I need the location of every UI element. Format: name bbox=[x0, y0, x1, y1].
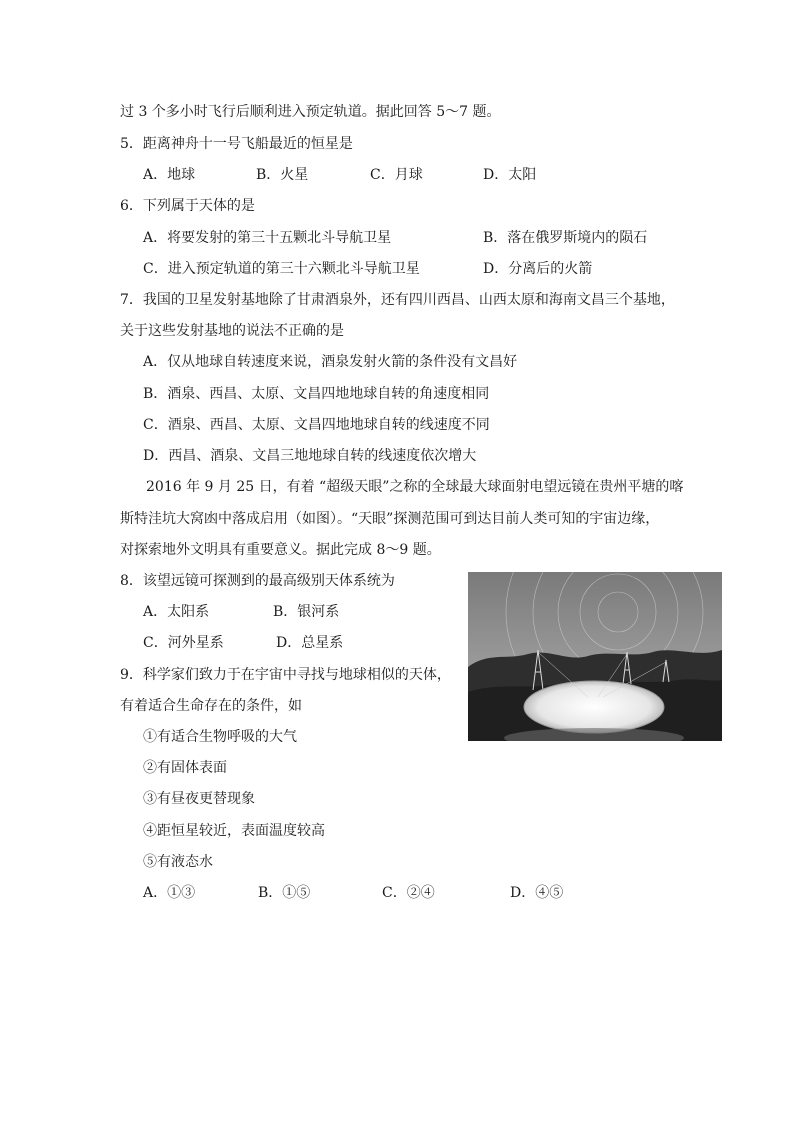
passage-line-3: 对探索地外文明具有重要意义。据此完成 8～9 题。 bbox=[120, 542, 441, 558]
q9-item-3: ③有昼夜更替现象 bbox=[143, 791, 255, 807]
question-7-stem-line-2: 关于这些发射基地的说法不正确的是 bbox=[120, 323, 344, 339]
q9-item-5: ⑤有液态水 bbox=[143, 854, 213, 870]
q9-item-2: ②有固体表面 bbox=[143, 760, 227, 776]
q9-option-d: D．④⑤ bbox=[510, 885, 564, 901]
q6-option-a: A．将要发射的第三十五颗北斗导航卫星 bbox=[143, 230, 392, 246]
q5-option-a: A．地球 bbox=[143, 167, 196, 183]
q7-option-a: A．仅从地球自转速度来说，酒泉发射火箭的条件没有文昌好 bbox=[143, 354, 518, 370]
q9-option-a: A．①③ bbox=[143, 885, 196, 901]
q9-option-b: B．①⑤ bbox=[258, 885, 311, 901]
q6-option-c: C．进入预定轨道的第三十六颗北斗导航卫星 bbox=[143, 261, 420, 277]
q6-option-d: D．分离后的火箭 bbox=[483, 261, 593, 277]
q5-option-b: B．火星 bbox=[256, 167, 309, 183]
q9-option-c: C．②④ bbox=[382, 885, 435, 901]
question-8-stem: 8．该望远镜可探测到的最高级别天体系统为 bbox=[120, 573, 395, 589]
q7-option-d: D．西昌、酒泉、文昌三地地球自转的线速度依次增大 bbox=[143, 448, 477, 464]
q7-option-b: B．酒泉、西昌、太原、文昌四地地球自转的角速度相同 bbox=[143, 386, 490, 402]
intro-text: 过 3 个多小时飞行后顺利进入预定轨道。据此回答 5～7 题。 bbox=[120, 104, 501, 120]
q8-option-c: C．河外星系 bbox=[143, 635, 224, 651]
q7-option-c: C．酒泉、西昌、太原、文昌四地地球自转的线速度不同 bbox=[143, 417, 490, 433]
q8-option-a: A．太阳系 bbox=[143, 604, 210, 620]
q9-item-4: ④距恒星较近，表面温度较高 bbox=[143, 823, 325, 839]
question-9-stem-line-1: 9．科学家们致力于在宇宙中寻找与地球相似的天体， bbox=[120, 667, 451, 683]
passage-line-2: 斯特洼坑大窝凼中落成启用（如图）。“天眼”探测范围可到达目前人类可知的宇宙边缘， bbox=[120, 511, 660, 527]
q5-option-c: C．月球 bbox=[370, 167, 423, 183]
q8-option-b: B．银河系 bbox=[273, 604, 340, 620]
q6-option-b: B．落在俄罗斯境内的陨石 bbox=[483, 230, 648, 246]
question-7-stem-line-1: 7．我国的卫星发射基地除了甘肃酒泉外，还有四川西昌、山西太原和海南文昌三个基地， bbox=[120, 292, 675, 308]
question-6-stem: 6．下列属于天体的是 bbox=[120, 198, 255, 214]
question-5-stem: 5．距离神舟十一号飞船最近的恒星是 bbox=[120, 136, 353, 152]
q8-option-d: D．总星系 bbox=[276, 635, 344, 651]
question-9-stem-line-2: 有着适合生命存在的条件，如 bbox=[120, 698, 302, 714]
q5-option-d: D．太阳 bbox=[483, 167, 537, 183]
q9-item-1: ①有适合生物呼吸的大气 bbox=[143, 729, 297, 745]
passage-line-1: 2016 年 9 月 25 日，有着 “超级天眼”之称的全球最大球面射电望远镜在贵州平塘的喀 bbox=[146, 479, 684, 495]
fast-telescope-photo bbox=[468, 572, 722, 741]
